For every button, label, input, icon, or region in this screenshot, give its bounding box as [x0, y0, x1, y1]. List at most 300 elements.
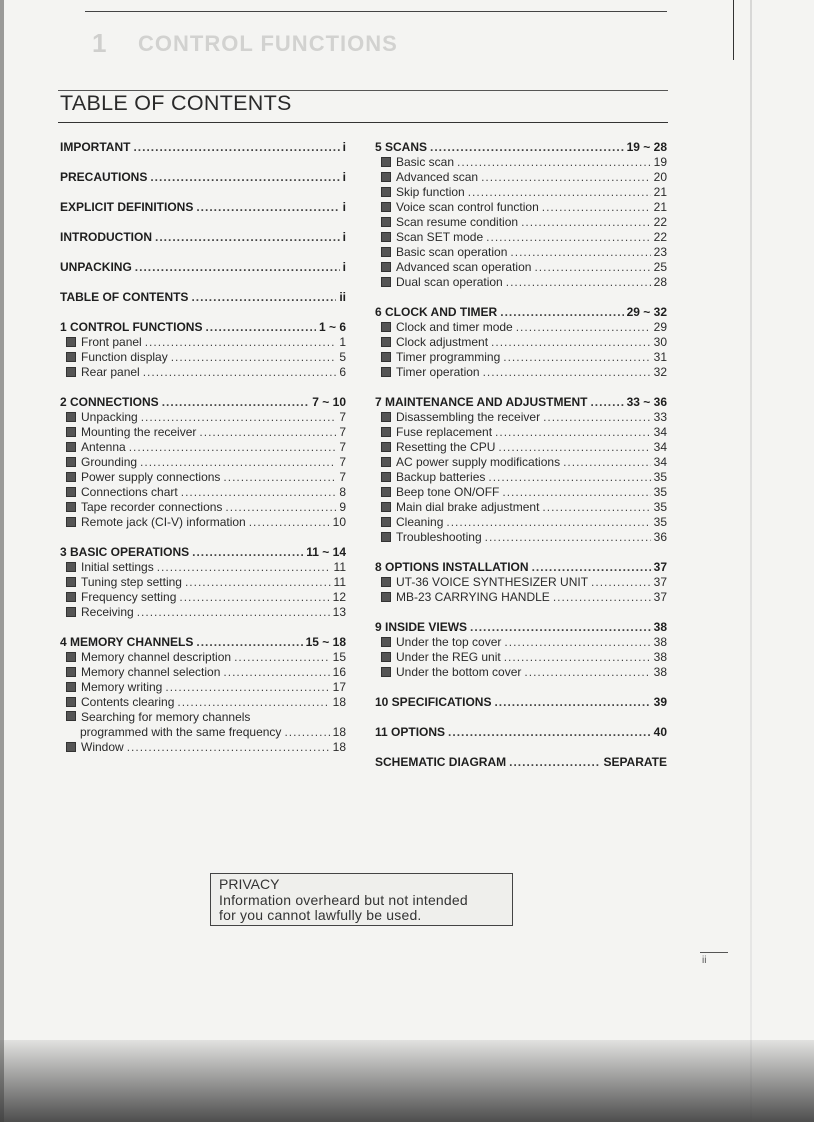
leader-dots	[155, 230, 340, 245]
toc-subentry[interactable]	[375, 485, 667, 500]
toc-spacer	[60, 380, 346, 395]
square-bullet-icon	[66, 442, 76, 452]
toc-entry-label	[66, 560, 154, 575]
toc-page-ref: 8	[339, 485, 346, 499]
leader-dots	[500, 305, 623, 320]
square-bullet-icon	[66, 487, 76, 497]
toc-entry-label	[375, 305, 497, 320]
toc-page-ref: 1	[339, 335, 346, 349]
leader-dots	[553, 590, 651, 605]
toc-entry-label	[381, 350, 500, 365]
toc-page-ref: 11	[333, 560, 346, 574]
toc-entry-text: Searching for memory channels	[81, 710, 251, 724]
toc-page-ref: 35	[653, 485, 667, 499]
toc-subentry[interactable]	[375, 365, 667, 380]
leader-dots	[179, 590, 329, 605]
toc-entry-label	[375, 560, 529, 575]
leader-dots	[502, 485, 650, 500]
toc-subentry[interactable]	[60, 650, 346, 665]
toc-spacer	[60, 215, 346, 230]
square-bullet-icon	[381, 262, 391, 272]
toc-entry-label	[381, 260, 531, 275]
toc-entry-label	[66, 470, 220, 485]
toc-entry[interactable]	[60, 140, 346, 155]
toc-page-ref: 7	[339, 410, 346, 424]
square-bullet-icon	[381, 487, 391, 497]
toc-subentry[interactable]	[60, 335, 346, 350]
toc-entry-text: Tuning step setting	[81, 575, 182, 589]
toc-subentry[interactable]	[375, 455, 667, 470]
toc-subentry[interactable]	[375, 410, 667, 425]
toc-spacer	[375, 740, 667, 755]
toc-entry-text: Under the top cover	[396, 635, 502, 649]
square-bullet-icon	[66, 577, 76, 587]
toc-subentry[interactable]	[60, 410, 346, 425]
toc-subentry[interactable]	[375, 275, 667, 290]
heading-rule	[58, 122, 668, 123]
toc-subentry[interactable]	[375, 335, 667, 350]
leader-dots	[171, 350, 337, 365]
toc-page-ref: 37	[653, 575, 667, 589]
square-bullet-icon	[66, 502, 76, 512]
toc-page-ref: 7	[339, 425, 346, 439]
toc-subentry[interactable]	[375, 215, 667, 230]
toc-page-ref: 35	[653, 470, 667, 484]
toc-entry-text: Function display	[81, 350, 168, 364]
toc-entry-label	[66, 335, 142, 350]
toc-entry-text: Backup batteries	[396, 470, 486, 484]
leader-dots	[503, 350, 650, 365]
toc-entry-text: Front panel	[81, 335, 142, 349]
toc-page-ref: 37	[653, 560, 667, 574]
toc-page-ref: 10	[332, 515, 346, 529]
toc-subentry[interactable]	[60, 605, 346, 620]
toc-entry-text: Receiving	[81, 605, 134, 619]
toc-entry-text: Troubleshooting	[396, 530, 482, 544]
toc-page-ref: 38	[653, 665, 667, 679]
leader-dots	[199, 425, 336, 440]
toc-entry-text: Rear panel	[81, 365, 140, 379]
toc-entry-text: 8 OPTIONS INSTALLATION	[375, 560, 529, 574]
toc-page-ref: 23	[653, 245, 667, 259]
leader-dots	[488, 470, 650, 485]
toc-entry-label	[381, 515, 443, 530]
toc-page-ref: 22	[653, 230, 667, 244]
toc-page-ref: 34	[653, 425, 667, 439]
leader-dots	[162, 395, 310, 410]
toc-entry-label	[381, 185, 465, 200]
toc-subentry[interactable]	[60, 365, 346, 380]
toc-subentry[interactable]	[375, 500, 667, 515]
leader-dots	[495, 425, 651, 440]
toc-entry-label	[60, 170, 147, 185]
square-bullet-icon	[66, 742, 76, 752]
toc-section[interactable]	[60, 395, 346, 410]
leader-dots	[506, 275, 651, 290]
toc-page-ref: 36	[653, 530, 667, 544]
toc-entry-text: 5 SCANS	[375, 140, 428, 154]
leader-dots	[543, 410, 651, 425]
toc-entry-label	[381, 200, 539, 215]
toc-entry-text: Mounting the receiver	[81, 425, 197, 439]
square-bullet-icon	[381, 367, 391, 377]
leader-dots	[249, 515, 330, 530]
toc-page-ref: i	[342, 230, 346, 244]
toc-entry-text: 2 CONNECTIONS	[60, 395, 159, 409]
toc-entry-text: Memory channel selection	[81, 665, 221, 679]
toc-page-ref: 11 ~ 14	[306, 545, 346, 559]
leader-dots	[446, 515, 650, 530]
leader-dots	[177, 695, 329, 710]
toc-entry-label	[375, 695, 491, 710]
toc-page-ref: 15 ~ 18	[305, 635, 346, 649]
toc-subentry[interactable]	[375, 665, 667, 680]
toc-page-ref: 38	[653, 620, 667, 634]
square-bullet-icon	[381, 592, 391, 602]
leader-dots	[468, 185, 651, 200]
toc-page-ref: 33 ~ 36	[626, 395, 667, 409]
toc-entry-label	[381, 155, 454, 170]
toc-entry-label	[381, 230, 483, 245]
toc-entry-label	[381, 215, 518, 230]
toc-entry-label	[381, 245, 507, 260]
toc-left-column	[60, 140, 346, 755]
leader-dots	[532, 560, 651, 575]
top-rule	[85, 11, 667, 12]
toc-entry-label	[381, 635, 501, 650]
leader-dots	[485, 530, 651, 545]
toc-entry-label	[381, 530, 482, 545]
square-bullet-icon	[381, 157, 391, 167]
toc-page-ref: i	[342, 170, 346, 184]
square-bullet-icon	[381, 247, 391, 257]
toc-entry-text: Contents clearing	[81, 695, 175, 709]
toc-subentry[interactable]	[375, 170, 667, 185]
toc-page-ref: 38	[653, 650, 667, 664]
page-number-rule	[700, 952, 728, 953]
toc-entry-label	[60, 200, 193, 215]
leader-dots	[192, 545, 303, 560]
toc-subentry[interactable]	[375, 425, 667, 440]
toc-entry-text: 9 INSIDE VIEWS	[375, 620, 468, 634]
toc-entry-text: Under the bottom cover	[396, 665, 522, 679]
toc-entry-text: EXPLICIT DEFINITIONS	[60, 200, 194, 214]
toc-entry[interactable]	[375, 755, 667, 770]
toc-entry-text: Grounding	[81, 455, 138, 469]
toc-subentry[interactable]	[375, 245, 667, 260]
toc-entry-text: Resetting the CPU	[396, 440, 496, 454]
toc-section[interactable]	[375, 620, 667, 635]
toc-subentry-continued[interactable]	[60, 725, 346, 740]
toc-entry-label	[381, 665, 521, 680]
toc-entry-label	[66, 575, 182, 590]
leader-dots	[196, 200, 339, 215]
toc-subentry[interactable]	[375, 470, 667, 485]
toc-subentry[interactable]	[60, 695, 346, 710]
leader-dots	[157, 560, 331, 575]
square-bullet-icon	[66, 517, 76, 527]
toc-section[interactable]	[60, 320, 346, 335]
leader-dots	[491, 335, 651, 350]
toc-page-ref: 19 ~ 28	[626, 140, 667, 154]
toc-subentry[interactable]	[375, 635, 667, 650]
toc-page-ref: 12	[332, 590, 346, 604]
leader-dots	[542, 500, 650, 515]
toc-entry[interactable]	[60, 230, 346, 245]
toc-subentry[interactable]	[60, 515, 346, 530]
toc-subentry[interactable]	[60, 350, 346, 365]
toc-entry[interactable]	[60, 290, 346, 305]
toc-entry-text: PRECAUTIONS	[60, 170, 148, 184]
toc-entry-label	[66, 515, 246, 530]
toc-entry[interactable]	[60, 170, 346, 185]
toc-subentry[interactable]	[375, 650, 667, 665]
toc-entry-text: Initial settings	[81, 560, 154, 574]
toc-entry-text: Disassembling the receiver	[396, 410, 541, 424]
toc-entry-label	[381, 440, 495, 455]
leader-dots	[135, 260, 340, 275]
leader-dots	[448, 725, 651, 740]
square-bullet-icon	[381, 427, 391, 437]
toc-subentry[interactable]	[60, 740, 346, 755]
toc-subentry[interactable]	[375, 590, 667, 605]
toc-page-ref: 25	[653, 260, 667, 274]
toc-spacer	[60, 620, 346, 635]
square-bullet-icon	[381, 532, 391, 542]
square-bullet-icon	[381, 322, 391, 332]
toc-page-ref: 34	[653, 455, 667, 469]
square-bullet-icon	[66, 337, 76, 347]
toc-entry-text: UT-36 VOICE SYNTHESIZER UNIT	[396, 575, 589, 589]
toc-entry-text: MB-23 CARRYING HANDLE	[396, 590, 550, 604]
toc-subentry[interactable]	[60, 590, 346, 605]
toc-entry-text: 6 CLOCK AND TIMER	[375, 305, 498, 319]
toc-entry-label	[66, 680, 162, 695]
toc-entry-label	[60, 395, 159, 410]
toc-subentry[interactable]	[60, 455, 346, 470]
toc-page-ref: 7 ~ 10	[312, 395, 346, 409]
toc-page-ref: 37	[653, 590, 667, 604]
ghost-section-number: 1	[92, 28, 107, 58]
toc-page-ref: 35	[653, 500, 667, 514]
toc-entry-label	[381, 470, 485, 485]
toc-subentry[interactable]	[60, 470, 346, 485]
toc-subentry[interactable]	[375, 185, 667, 200]
toc-entry-text: Basic scan	[396, 155, 455, 169]
toc-page-ref: 18	[332, 725, 346, 739]
toc-subentry[interactable]	[60, 680, 346, 695]
toc-section[interactable]	[60, 635, 346, 650]
toc-subentry[interactable]	[375, 530, 667, 545]
toc-entry-text: Skip function	[396, 185, 465, 199]
leader-dots	[563, 455, 651, 470]
toc-page-ref: 11	[333, 575, 346, 589]
toc-page-ref: SEPARATE	[603, 755, 667, 769]
toc-entry-text: TABLE OF CONTENTS	[60, 290, 189, 304]
toc-entry-text: Memory channel description	[81, 650, 232, 664]
toc-entry-text: Clock adjustment	[396, 335, 489, 349]
toc-page-ref: 5	[339, 350, 346, 364]
toc-entry-label	[66, 425, 196, 440]
bleed-through-line	[750, 0, 752, 1122]
leader-dots	[181, 485, 337, 500]
toc-subentry[interactable]	[375, 440, 667, 455]
leader-dots	[196, 635, 302, 650]
leader-dots	[133, 140, 339, 155]
toc-entry-label	[381, 170, 478, 185]
leader-dots	[591, 575, 651, 590]
toc-section[interactable]	[375, 305, 667, 320]
toc-subentry[interactable]	[375, 200, 667, 215]
toc-entry-text: 10 SPECIFICATIONS	[375, 695, 492, 709]
toc-page-ref: 29 ~ 32	[626, 305, 667, 319]
toc-page-ref: 38	[653, 635, 667, 649]
toc-page-ref: 34	[653, 440, 667, 454]
toc-entry-label	[66, 440, 126, 455]
toc-section[interactable]	[375, 695, 667, 710]
square-bullet-icon	[381, 637, 391, 647]
scan-shadow	[0, 1040, 814, 1122]
toc-entry-text: Window	[81, 740, 124, 754]
toc-entry-text: Advanced scan	[396, 170, 479, 184]
toc-section[interactable]	[375, 560, 667, 575]
toc-entry-label	[381, 425, 492, 440]
toc-entry-label	[66, 500, 222, 515]
toc-subentry[interactable]	[60, 560, 346, 575]
toc-page-ref: 39	[653, 695, 667, 709]
toc-subentry[interactable]	[375, 575, 667, 590]
square-bullet-icon	[66, 472, 76, 482]
toc-spacer	[60, 275, 346, 290]
toc-entry-text: Advanced scan operation	[396, 260, 532, 274]
leader-dots	[457, 155, 651, 170]
toc-entry-text: programmed with the same frequency	[80, 725, 282, 739]
toc-page-ref: 40	[653, 725, 667, 739]
toc-page-ref: 17	[332, 680, 346, 694]
toc-entry-text: 4 MEMORY CHANNELS	[60, 635, 194, 649]
toc-entry-text: Main dial brake adjustment	[396, 500, 540, 514]
toc-entry[interactable]	[60, 260, 346, 275]
square-bullet-icon	[381, 232, 391, 242]
toc-entry-label	[381, 275, 503, 290]
toc-subentry[interactable]	[375, 515, 667, 530]
toc-entry-label	[381, 455, 560, 470]
toc-spacer	[60, 155, 346, 170]
toc-entry-text: Tape recorder connections	[81, 500, 223, 514]
toc-subentry[interactable]	[375, 320, 667, 335]
toc-entry-text: 11 OPTIONS	[375, 725, 446, 739]
leader-dots	[483, 365, 651, 380]
square-bullet-icon	[381, 217, 391, 227]
toc-entry-text: Basic scan operation	[396, 245, 508, 259]
toc-subentry[interactable]	[60, 440, 346, 455]
toc-section[interactable]	[375, 395, 667, 410]
toc-subentry[interactable]	[60, 665, 346, 680]
square-bullet-icon	[381, 472, 391, 482]
toc-subentry[interactable]	[375, 230, 667, 245]
toc-page-ref: 19	[653, 155, 667, 169]
toc-subentry[interactable]	[375, 155, 667, 170]
leader-dots	[504, 650, 651, 665]
toc-subentry[interactable]	[375, 350, 667, 365]
square-bullet-icon	[381, 442, 391, 452]
toc-page-ref: 9	[339, 500, 346, 514]
square-bullet-icon	[66, 667, 76, 677]
leader-dots	[498, 440, 650, 455]
toc-entry-text: Connections chart	[81, 485, 178, 499]
toc-section[interactable]	[375, 140, 667, 155]
toc-spacer	[375, 545, 667, 560]
toc-entry-text: SCHEMATIC DIAGRAM	[375, 755, 507, 769]
square-bullet-icon	[66, 352, 76, 362]
toc-page-ref: 6	[339, 365, 346, 379]
toc-page-ref: 7	[339, 470, 346, 484]
toc-section[interactable]	[375, 725, 667, 740]
leader-dots	[140, 455, 336, 470]
toc-entry-label	[381, 500, 539, 515]
square-bullet-icon	[66, 367, 76, 377]
toc-entry-text: Scan SET mode	[396, 230, 484, 244]
toc-subentry[interactable]	[60, 575, 346, 590]
toc-page-ref: ii	[339, 290, 346, 304]
toc-entry-text: Clock and timer mode	[396, 320, 513, 334]
toc-subentry[interactable]	[60, 485, 346, 500]
toc-section[interactable]	[60, 545, 346, 560]
leader-dots	[534, 260, 650, 275]
privacy-title: PRIVACY	[219, 876, 280, 892]
leader-dots	[590, 395, 623, 410]
square-bullet-icon	[66, 697, 76, 707]
square-bullet-icon	[66, 711, 76, 721]
square-bullet-icon	[381, 502, 391, 512]
toc-subentry[interactable]	[60, 710, 346, 725]
toc-subentry[interactable]	[60, 500, 346, 515]
leader-dots	[165, 680, 329, 695]
square-bullet-icon	[381, 172, 391, 182]
toc-entry-label	[60, 290, 188, 305]
leader-dots	[510, 245, 650, 260]
toc-page-ref: i	[342, 140, 346, 154]
page-edge	[0, 0, 4, 1122]
toc-entry-label	[381, 320, 513, 335]
square-bullet-icon	[66, 652, 76, 662]
toc-entry-label	[66, 665, 220, 680]
toc-subentry[interactable]	[375, 260, 667, 275]
toc-entry-text: Power supply connections	[81, 470, 221, 484]
toc-entry-label	[381, 335, 488, 350]
toc-entry-text: Voice scan control function	[396, 200, 539, 214]
leader-dots	[542, 200, 651, 215]
leader-dots	[141, 410, 337, 425]
toc-entry-label	[66, 590, 176, 605]
toc-entry-label	[66, 605, 134, 620]
toc-entry-label	[60, 320, 202, 335]
binding-line	[733, 0, 734, 60]
square-bullet-icon	[381, 202, 391, 212]
toc-spacer	[60, 245, 346, 260]
square-bullet-icon	[381, 457, 391, 467]
toc-subentry[interactable]	[60, 425, 346, 440]
toc-entry-label	[66, 740, 124, 755]
toc-entry-text: Antenna	[81, 440, 126, 454]
toc-entry-label	[375, 140, 427, 155]
toc-entry-label	[60, 260, 132, 275]
toc-page-ref: 13	[332, 605, 346, 619]
leader-dots	[494, 695, 650, 710]
toc-entry-text: 3 BASIC OPERATIONS	[60, 545, 190, 559]
page-number: ii	[702, 955, 707, 966]
toc-entry[interactable]	[60, 200, 346, 215]
